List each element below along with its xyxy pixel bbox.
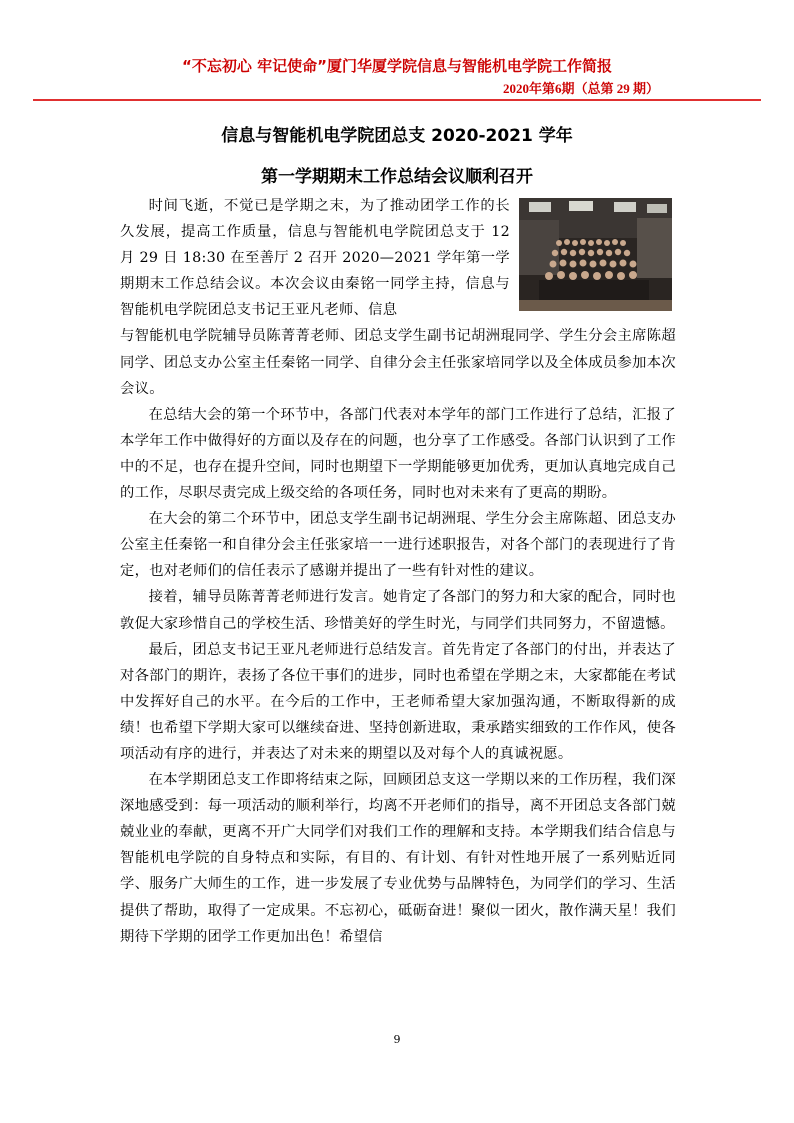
page-number: 9 — [393, 1033, 401, 1046]
paragraph-conclusion: 在本学期团总支工作即将结束之际，回顾团总支这一学期以来的工作历程，我们深深地感受到：每一项活动的顺利举行，均离不开老师们的指导，离不开团总支各部门兢兢业业的奉献，更离不开广大同学们对我们工作的理解和支持。本学期我们结合信息与智能机电学院的自身特点和实际，有目的、有计划、有针对性地开展了一系列贴近同学、服务广大师生的工作，进一步发展了专业优势与品牌特色，为同学们的学习、生活提供了帮助，取得了一定成果。不忘初心，砥砺奋进！聚似一团火，散作满天星！我们期待下学期的团学工作更加出色！希望信 — [120, 772, 676, 945]
article-body — [120, 193, 676, 950]
paragraph-intro: 时间飞逝，不觉已是学期之末，为了推动团学工作的长久发展，提高工作质量，信息与智能机电学院团总支于 12 月 29 日 18:30 在至善厅 2 召开 2020—2021 学年第一学期期末工作总结会议。本次会议由秦铭一同学主持，信息与智能机电学院团总支书记王亚凡老师、信息 — [120, 198, 510, 319]
header-divider — [33, 99, 761, 101]
paragraph-first-session: 在总结大会的第一个环节中，各部门代表对本学年的部门工作进行了总结，汇报了本学年工作中做得好的方面以及存在的问题，也分享了工作感受。各部门认识到了工作中的不足，也存在提升空间，同时也期望下一学期能够更加优秀，更加认真地完成自己的工作，尽职尽责完成上级交给的各项任务，同时也对未来有了更高的期盼。 — [120, 406, 676, 502]
paragraph-second-session: 在大会的第二个环节中，团总支学生副书记胡洲琨、学生分会主席陈超、团总支办公室主任秦铭一和自律分会主任张家培一一进行述职报告，对各个部门的表现进行了肯定，也对老师们的信任表示了感谢并提出了一些有针对性的建议。 — [120, 511, 676, 580]
header-title: “不忘初心 牢记使命”厦门华厦学院信息与智能机电学院工作简报 — [182, 57, 612, 75]
article-title-line1: 信息与智能机电学院团总支 2020-2021 学年 — [221, 126, 573, 146]
paragraph-secretary-speech: 最后，团总支书记王亚凡老师进行总结发言。首先肯定了各部门的付出，并表达了对各部门的期许，表扬了各位干事们的进步，同时也希望在学期之末，大家都能在考试中发挥好自己的水平。在今后的工作中，王老师希望大家加强沟通，不断取得新的成绩！也希望下学期大家可以继续奋进、坚持创新进取，秉承踏实细致的工作作风，使各项活动有序的进行，并表达了对未来的期望以及对每个人的真诚祝愿。 — [120, 641, 676, 762]
article-title-line2: 第一学期期末工作总结会议顺利召开 — [261, 167, 533, 187]
paragraph-counselor-speech: 接着，辅导员陈菁菁老师进行发言。她肯定了各部门的努力和大家的配合，同时也敦促大家珍惜自己的学校生活、珍惜美好的学生时光，与同学们共同努力，不留遗憾。 — [120, 589, 676, 632]
issue-number: 2020年第6期（总第 29 期） — [502, 81, 659, 96]
paragraph-intro-cont: 与智能机电学院辅导员陈菁菁老师、团总支学生副书记胡洲琨同学、学生分会主席陈超同学、团总支办公室主任秦铭一同学、自律分会主任张家培同学以及全体成员参加本次会议。 — [120, 328, 676, 397]
